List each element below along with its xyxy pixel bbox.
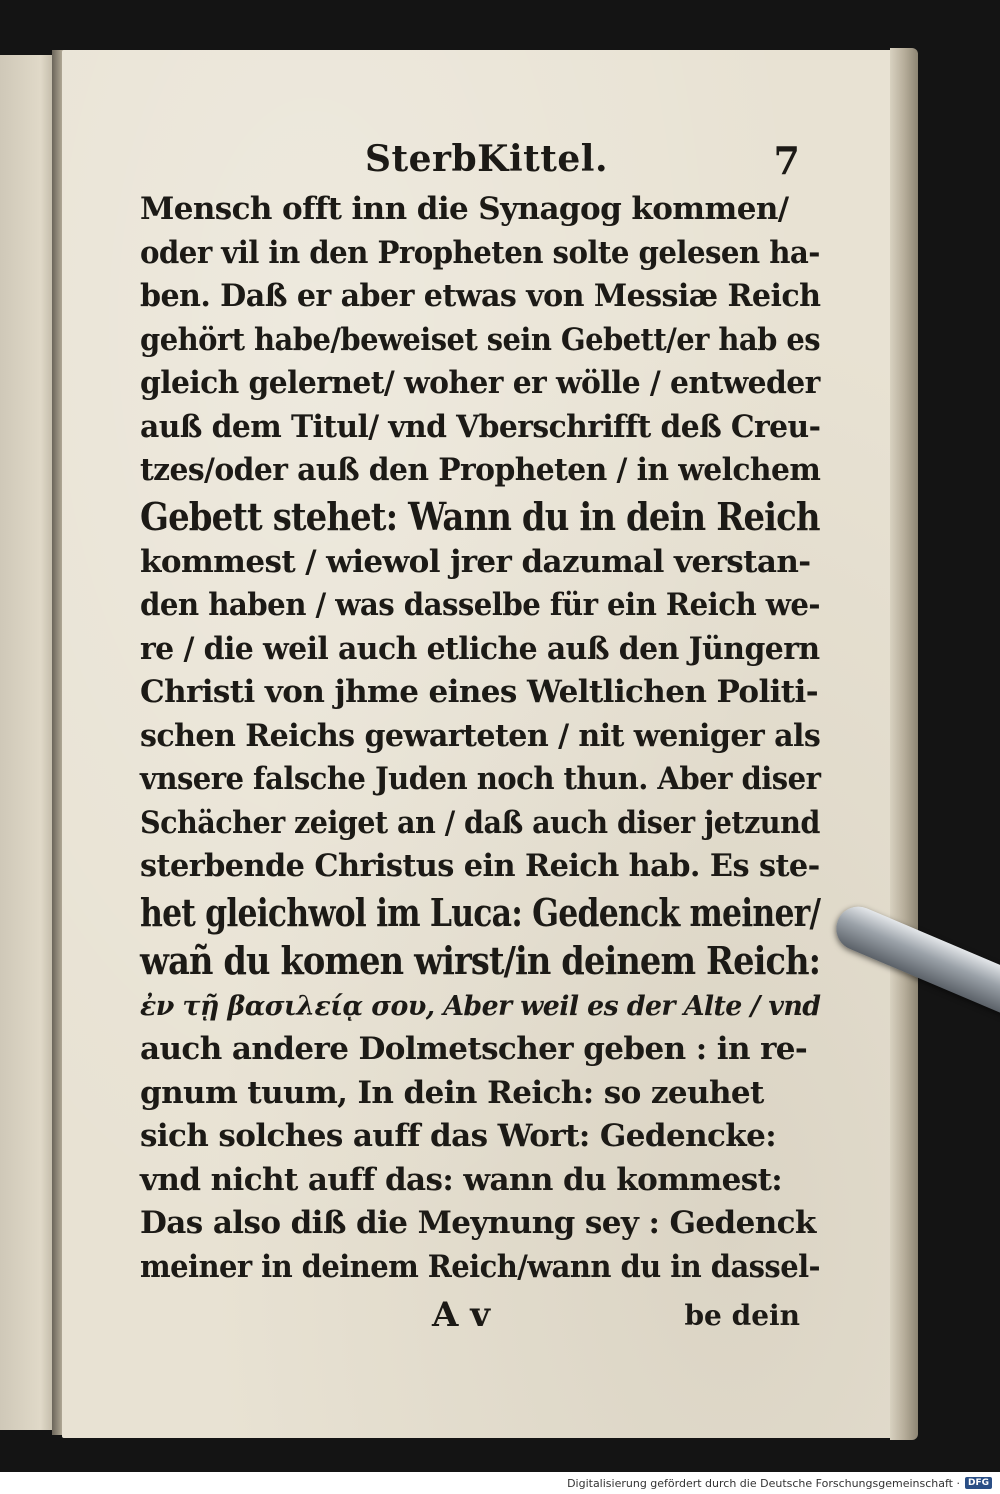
text-line: kommest / wiewol jrer dazumal verstan- (140, 543, 811, 580)
text-line: ben. Daß er aber etwas von Messiæ Reich (140, 278, 821, 314)
dfg-logo-icon: DFG (965, 1477, 992, 1489)
text-line: sterbende Christus ein Reich hab. Es ste- (140, 848, 820, 884)
page-fore-edge (890, 48, 918, 1440)
text-line: Mensch offt inn die Synagog kommen/ (140, 191, 789, 227)
signature-mark: A v (432, 1295, 490, 1335)
left-page-edge (0, 55, 58, 1430)
text-line: ἐν τῇ βασιλείᾳ σου, Aber weil es der Alte / vnd (140, 990, 821, 1022)
catchword: be dein (684, 1299, 800, 1332)
text-line: vnd nicht auff das: wann du kommest: (140, 1161, 783, 1198)
text-line: wañ du komen wirst/in deinem Reich: (140, 937, 821, 983)
text-line: Schächer zeiget an / daß auch diser jetzund (140, 804, 820, 841)
page-footer (140, 1295, 820, 1343)
text-line: vnsere falsche Juden noch thun. Aber diser (140, 761, 821, 797)
page-text-block (140, 138, 820, 1343)
text-line: re / die weil auch etliche auß den Jüngern (140, 630, 820, 667)
page-header (140, 138, 820, 188)
text-line: het gleichwol im Luca: Gedenck meiner/ (140, 889, 821, 935)
text-line: sich solches auff das Wort: Gedencke: (140, 1118, 777, 1154)
text-line: Das also diß die Meynung sey : Gedenck (140, 1205, 816, 1241)
text-line: schen Reichs gewarteten / nit weniger als (140, 717, 821, 754)
text-line: oder vil in den Propheten solte gelesen ha- (140, 234, 820, 271)
text-line: tzes/oder auß den Propheten / in welchem (140, 452, 821, 488)
text-line: Gebett stehet: Wann du in dein Reich (140, 493, 820, 539)
running-head: SterbKittel. (365, 138, 609, 180)
credit-bar (0, 1472, 1000, 1494)
credit-text: Digitalisierung gefördert durch die Deutsche Forschungsgemeinschaft · (567, 1476, 960, 1490)
text-line: auch andere Dolmetscher geben : in re- (140, 1031, 808, 1067)
text-line: gnum tuum, In dein Reich: so zeuhet (140, 1074, 764, 1111)
folio-number: 7 (773, 138, 800, 183)
text-line: Christi von jhme eines Weltlichen Politi- (140, 674, 818, 710)
text-line: gehört habe/beweiset sein Gebett/er hab es (140, 321, 821, 358)
text-line: den haben / was dasselbe für ein Reich we- (140, 587, 820, 623)
text-line: gleich gelernet/ woher er wölle / entweder (140, 365, 820, 401)
text-line: meiner in deinem Reich/wann du in dassel- (140, 1248, 821, 1285)
text-line: auß dem Titul/ vnd Vberschrifft deß Creu- (140, 408, 821, 445)
